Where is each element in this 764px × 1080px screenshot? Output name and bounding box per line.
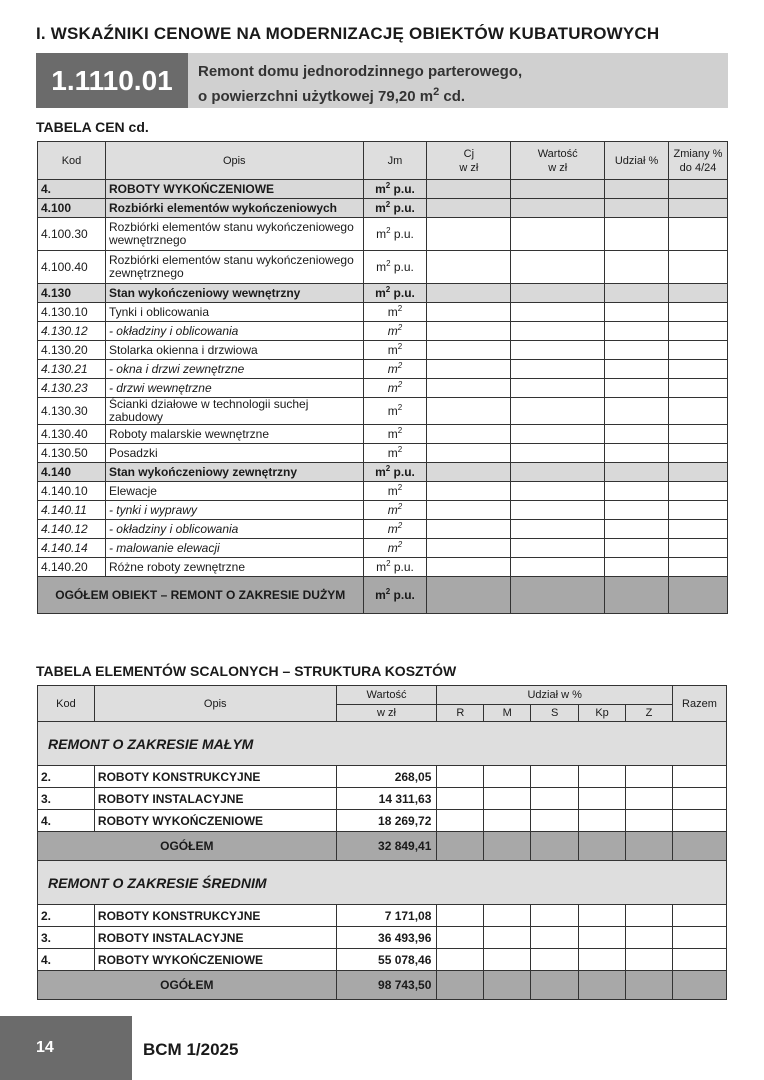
cell-empty bbox=[427, 341, 511, 360]
cell-opis: - okna i drzwi zewnętrzne bbox=[105, 360, 363, 379]
cell-jm: $m^2$ bbox=[363, 379, 427, 398]
table-row bbox=[38, 379, 728, 398]
cell-empty bbox=[511, 379, 605, 398]
cell-empty bbox=[437, 788, 484, 810]
cell-empty bbox=[427, 558, 511, 577]
cell-jm: $m^2$ bbox=[363, 425, 427, 444]
table-row bbox=[38, 501, 728, 520]
cell-empty bbox=[511, 284, 605, 303]
cell-opis: Stolarka okienna i drzwiowa bbox=[105, 341, 363, 360]
table-row bbox=[38, 398, 728, 425]
cell-empty bbox=[626, 788, 673, 810]
cell-empty bbox=[605, 577, 669, 614]
header-opis: Opis bbox=[105, 142, 363, 180]
cell-empty bbox=[427, 251, 511, 284]
table-row bbox=[38, 341, 728, 360]
cell-empty bbox=[669, 284, 728, 303]
cell-empty bbox=[579, 788, 626, 810]
cell-empty bbox=[626, 949, 673, 971]
group-total-row bbox=[38, 971, 727, 1000]
cell-kod: 4.130.50 bbox=[38, 444, 106, 463]
table-row bbox=[38, 444, 728, 463]
cell-jm: $m^2$ p.u. bbox=[363, 199, 427, 218]
cell-empty bbox=[605, 520, 669, 539]
cell-empty bbox=[672, 927, 726, 949]
cost-structure-table bbox=[37, 685, 727, 1000]
cell-empty bbox=[579, 971, 626, 1000]
cell-kod: 4. bbox=[38, 810, 95, 832]
cell-kod: 4.140 bbox=[38, 463, 106, 482]
cell-empty bbox=[605, 463, 669, 482]
cell-jm: $m^2$ bbox=[363, 482, 427, 501]
t2-header-udzial: Udział w % bbox=[437, 686, 673, 705]
cell-kod: 3. bbox=[38, 927, 95, 949]
cell-empty bbox=[579, 766, 626, 788]
cell-empty bbox=[605, 482, 669, 501]
cell-empty bbox=[531, 832, 579, 861]
cell-kod: 4.130.20 bbox=[38, 341, 106, 360]
table-row bbox=[38, 218, 728, 251]
cell-opis: Posadzki bbox=[105, 444, 363, 463]
cell-opis: ROBOTY WYKOŃCZENIOWE bbox=[105, 180, 363, 199]
cell-opis: ROBOTY KONSTRUKCYJNE bbox=[94, 766, 336, 788]
cell-jm: $m^2$ bbox=[363, 360, 427, 379]
table-row bbox=[38, 199, 728, 218]
cell-empty bbox=[672, 971, 726, 1000]
cell-opis: - okładziny i oblicowania bbox=[105, 520, 363, 539]
cell-opis: ROBOTY INSTALACYJNE bbox=[94, 927, 336, 949]
cell-jm: $m^2$ bbox=[363, 322, 427, 341]
group-total-label: OGÓŁEM bbox=[38, 971, 337, 1000]
t2-header-s: S bbox=[531, 705, 579, 722]
cell-opis: ROBOTY WYKOŃCZENIOWE bbox=[94, 949, 336, 971]
table-row bbox=[38, 927, 727, 949]
table-row bbox=[38, 520, 728, 539]
cell-empty bbox=[511, 520, 605, 539]
cell-empty bbox=[511, 180, 605, 199]
cell-empty bbox=[669, 303, 728, 322]
title-line-2: o powierzchni użytkowej 79,20 $m^2$ cd. bbox=[198, 86, 466, 105]
t2-header-wartosc-unit: w zł bbox=[336, 705, 437, 722]
cell-empty bbox=[669, 322, 728, 341]
cell-jm: $m^2$ p.u. bbox=[363, 180, 427, 199]
price-table-label: TABELA CEN cd. bbox=[36, 119, 149, 135]
cell-jm: $m^2$ p.u. bbox=[363, 251, 427, 284]
cell-empty bbox=[531, 766, 579, 788]
t2-header-opis: Opis bbox=[94, 686, 336, 722]
header-jm: Jm bbox=[363, 142, 427, 180]
cell-opis: - drzwi wewnętrzne bbox=[105, 379, 363, 398]
header-cj: Cj w zł bbox=[427, 142, 511, 180]
cell-empty bbox=[626, 905, 673, 927]
cell-empty bbox=[427, 322, 511, 341]
cell-empty bbox=[511, 303, 605, 322]
cell-kod: 4.130 bbox=[38, 284, 106, 303]
cell-opis: Ścianki działowe w technologii suchej zabudowy bbox=[105, 398, 363, 425]
cell-empty bbox=[669, 463, 728, 482]
cell-empty bbox=[427, 425, 511, 444]
cell-kod: 4.130.12 bbox=[38, 322, 106, 341]
cell-jm: $m^2$ bbox=[363, 444, 427, 463]
table-row bbox=[38, 251, 728, 284]
group-header bbox=[38, 861, 727, 905]
cell-empty bbox=[531, 788, 579, 810]
item-code: 1.1110.01 bbox=[36, 53, 188, 108]
t2-header-r: R bbox=[437, 705, 484, 722]
table-row bbox=[38, 360, 728, 379]
cell-empty bbox=[669, 425, 728, 444]
cell-opis: Różne roboty zewnętrzne bbox=[105, 558, 363, 577]
cell-wartosc: 18 269,72 bbox=[336, 810, 437, 832]
cell-opis: Roboty malarskie wewnętrzne bbox=[105, 425, 363, 444]
cell-empty bbox=[669, 341, 728, 360]
cell-empty bbox=[427, 284, 511, 303]
cell-empty bbox=[626, 766, 673, 788]
page-number: 14 bbox=[0, 1016, 132, 1080]
cell-empty bbox=[484, 949, 531, 971]
cell-jm: $m^2$ bbox=[363, 520, 427, 539]
cell-jm: $m^2$ p.u. bbox=[363, 284, 427, 303]
t2-header-kod: Kod bbox=[38, 686, 95, 722]
cell-kod: 4.130.10 bbox=[38, 303, 106, 322]
group-header bbox=[38, 722, 727, 766]
cell-opis: - malowanie elewacji bbox=[105, 539, 363, 558]
cell-empty bbox=[672, 766, 726, 788]
cell-empty bbox=[437, 927, 484, 949]
cell-empty bbox=[427, 577, 511, 614]
cell-empty bbox=[427, 303, 511, 322]
table-row bbox=[38, 322, 728, 341]
group-total-label: OGÓŁEM bbox=[38, 832, 337, 861]
cell-empty bbox=[605, 303, 669, 322]
cell-opis: ROBOTY WYKOŃCZENIOWE bbox=[94, 810, 336, 832]
cell-empty bbox=[427, 539, 511, 558]
cell-empty bbox=[427, 199, 511, 218]
cell-empty bbox=[511, 251, 605, 284]
t2-header-wartosc: Wartość bbox=[336, 686, 437, 705]
cell-empty bbox=[605, 180, 669, 199]
cell-empty bbox=[427, 463, 511, 482]
cell-empty bbox=[531, 927, 579, 949]
cell-empty bbox=[672, 788, 726, 810]
cell-empty bbox=[669, 482, 728, 501]
cell-empty bbox=[484, 905, 531, 927]
cell-kod: 4.130.30 bbox=[38, 398, 106, 425]
cell-empty bbox=[484, 788, 531, 810]
cell-empty bbox=[427, 360, 511, 379]
title-line-1: Remont domu jednorodzinnego parterowego, bbox=[198, 63, 523, 80]
header-kod: Kod bbox=[38, 142, 106, 180]
total-row bbox=[38, 577, 728, 614]
cell-empty bbox=[511, 463, 605, 482]
cell-kod: 4.130.40 bbox=[38, 425, 106, 444]
cell-jm: $m^2$ p.u. bbox=[363, 558, 427, 577]
cell-kod: 2. bbox=[38, 905, 95, 927]
table-row bbox=[38, 558, 728, 577]
cell-empty bbox=[427, 379, 511, 398]
cell-empty bbox=[484, 927, 531, 949]
cell-opis: Rozbiórki elementów stanu wykończeniowego zewnętrznego bbox=[105, 251, 363, 284]
cell-empty bbox=[605, 501, 669, 520]
cell-empty bbox=[511, 444, 605, 463]
cell-empty bbox=[672, 905, 726, 927]
cell-empty bbox=[511, 360, 605, 379]
cell-empty bbox=[427, 180, 511, 199]
cell-empty bbox=[437, 766, 484, 788]
cell-kod: 4.140.12 bbox=[38, 520, 106, 539]
cell-empty bbox=[626, 810, 673, 832]
cell-wartosc: 55 078,46 bbox=[336, 949, 437, 971]
cell-empty bbox=[605, 251, 669, 284]
cell-kod: 4.140.11 bbox=[38, 501, 106, 520]
cell-opis: Rozbiórki elementów wykończeniowych bbox=[105, 199, 363, 218]
cell-empty bbox=[605, 558, 669, 577]
cell-empty bbox=[437, 905, 484, 927]
cell-empty bbox=[511, 558, 605, 577]
cell-empty bbox=[669, 379, 728, 398]
cell-empty bbox=[531, 810, 579, 832]
cell-empty bbox=[427, 218, 511, 251]
cell-empty bbox=[511, 539, 605, 558]
cell-jm: $m^2$ bbox=[363, 539, 427, 558]
cell-kod: 4.140.14 bbox=[38, 539, 106, 558]
table-row bbox=[38, 810, 727, 832]
cell-empty bbox=[427, 501, 511, 520]
cell-empty bbox=[605, 379, 669, 398]
cell-empty bbox=[511, 425, 605, 444]
t2-header-razem: Razem bbox=[672, 686, 726, 722]
cell-kod: 4.130.23 bbox=[38, 379, 106, 398]
cell-empty bbox=[579, 832, 626, 861]
cell-empty bbox=[579, 927, 626, 949]
cell-empty bbox=[427, 482, 511, 501]
cell-kod: 4.100 bbox=[38, 199, 106, 218]
cell-opis: Elewacje bbox=[105, 482, 363, 501]
cell-empty bbox=[605, 341, 669, 360]
cell-empty bbox=[531, 949, 579, 971]
cell-empty bbox=[511, 501, 605, 520]
table-row bbox=[38, 425, 728, 444]
cell-empty bbox=[669, 520, 728, 539]
cell-empty bbox=[484, 810, 531, 832]
cell-jm: $m^2$ bbox=[363, 303, 427, 322]
total-jm: $m^2$ p.u. bbox=[363, 577, 427, 614]
total-label: OGÓŁEM OBIEKT – REMONT O ZAKRESIE DUŻYM bbox=[38, 577, 364, 614]
cell-empty bbox=[605, 539, 669, 558]
header-udzial: Udział % bbox=[605, 142, 669, 180]
t2-header-m: M bbox=[484, 705, 531, 722]
cell-empty bbox=[672, 810, 726, 832]
cell-empty bbox=[605, 284, 669, 303]
cell-empty bbox=[669, 218, 728, 251]
table-row bbox=[38, 949, 727, 971]
cell-wartosc: 268,05 bbox=[336, 766, 437, 788]
cell-kod: 4.100.40 bbox=[38, 251, 106, 284]
cell-kod: 2. bbox=[38, 766, 95, 788]
cell-empty bbox=[605, 444, 669, 463]
t2-header-kp: Kp bbox=[579, 705, 626, 722]
cell-empty bbox=[605, 218, 669, 251]
table-row bbox=[38, 766, 727, 788]
cell-empty bbox=[579, 810, 626, 832]
cell-empty bbox=[427, 398, 511, 425]
cell-empty bbox=[437, 832, 484, 861]
cell-empty bbox=[511, 218, 605, 251]
cell-empty bbox=[427, 444, 511, 463]
cell-kod: 4. bbox=[38, 949, 95, 971]
table-row bbox=[38, 482, 728, 501]
cell-kod: 4.100.30 bbox=[38, 218, 106, 251]
t2-header-z: Z bbox=[626, 705, 673, 722]
cell-opis: - okładziny i oblicowania bbox=[105, 322, 363, 341]
cell-empty bbox=[484, 766, 531, 788]
cell-opis: Rozbiórki elementów stanu wykończeniowego wewnętrznego bbox=[105, 218, 363, 251]
cell-empty bbox=[669, 199, 728, 218]
cell-empty bbox=[579, 905, 626, 927]
table-row bbox=[38, 905, 727, 927]
table-row bbox=[38, 180, 728, 199]
cell-empty bbox=[511, 577, 605, 614]
cell-empty bbox=[672, 832, 726, 861]
cell-kod: 4.130.21 bbox=[38, 360, 106, 379]
cell-empty bbox=[531, 971, 579, 1000]
cell-empty bbox=[437, 971, 484, 1000]
cell-jm: $m^2$ bbox=[363, 341, 427, 360]
cell-kod: 4. bbox=[38, 180, 106, 199]
section-heading: I. WSKAŹNIKI CENOWE NA MODERNIZACJĘ OBIEKTÓW KUBATUROWYCH bbox=[36, 24, 660, 43]
cell-empty bbox=[605, 322, 669, 341]
cell-empty bbox=[531, 905, 579, 927]
publication-name: BCM 1/2025 bbox=[143, 1040, 239, 1059]
cell-empty bbox=[437, 810, 484, 832]
cell-wartosc: 7 171,08 bbox=[336, 905, 437, 927]
header-zmiany: Zmiany % do 4/24 bbox=[669, 142, 728, 180]
cell-empty bbox=[605, 360, 669, 379]
group-title: REMONT O ZAKRESIE ŚREDNIM bbox=[38, 861, 727, 905]
cell-opis: Tynki i oblicowania bbox=[105, 303, 363, 322]
cell-jm: $m^2$ p.u. bbox=[363, 463, 427, 482]
cell-empty bbox=[437, 949, 484, 971]
cell-empty bbox=[669, 360, 728, 379]
group-total-row bbox=[38, 832, 727, 861]
group-total-value: 32 849,41 bbox=[336, 832, 437, 861]
cell-opis: - tynki i wyprawy bbox=[105, 501, 363, 520]
cell-empty bbox=[669, 501, 728, 520]
cell-empty bbox=[579, 949, 626, 971]
cell-empty bbox=[669, 539, 728, 558]
cell-empty bbox=[511, 341, 605, 360]
cell-empty bbox=[669, 558, 728, 577]
cell-wartosc: 36 493,96 bbox=[336, 927, 437, 949]
price-table bbox=[37, 141, 728, 614]
cell-empty bbox=[626, 971, 673, 1000]
cell-empty bbox=[669, 577, 728, 614]
cell-empty bbox=[626, 927, 673, 949]
table-row bbox=[38, 788, 727, 810]
cell-opis: ROBOTY KONSTRUKCYJNE bbox=[94, 905, 336, 927]
cell-opis: Stan wykończeniowy wewnętrzny bbox=[105, 284, 363, 303]
cell-kod: 3. bbox=[38, 788, 95, 810]
cell-empty bbox=[672, 949, 726, 971]
table-row bbox=[38, 303, 728, 322]
cell-jm: $m^2$ p.u. bbox=[363, 218, 427, 251]
cell-empty bbox=[484, 971, 531, 1000]
cell-opis: ROBOTY INSTALACYJNE bbox=[94, 788, 336, 810]
cell-wartosc: 14 311,63 bbox=[336, 788, 437, 810]
cell-empty bbox=[511, 199, 605, 218]
cell-empty bbox=[626, 832, 673, 861]
cell-kod: 4.140.20 bbox=[38, 558, 106, 577]
cell-jm: $m^2$ bbox=[363, 398, 427, 425]
group-total-value: 98 743,50 bbox=[336, 971, 437, 1000]
cell-empty bbox=[511, 482, 605, 501]
item-title bbox=[188, 53, 728, 108]
cell-empty bbox=[669, 398, 728, 425]
cell-empty bbox=[605, 398, 669, 425]
cost-structure-label: TABELA ELEMENTÓW SCALONYCH – STRUKTURA KOSZTÓW bbox=[36, 663, 457, 679]
cell-empty bbox=[669, 251, 728, 284]
cell-empty bbox=[669, 180, 728, 199]
cell-empty bbox=[605, 425, 669, 444]
cell-opis: Stan wykończeniowy zewnętrzny bbox=[105, 463, 363, 482]
table-row bbox=[38, 463, 728, 482]
cell-empty bbox=[511, 322, 605, 341]
cell-empty bbox=[427, 520, 511, 539]
group-title: REMONT O ZAKRESIE MAŁYM bbox=[38, 722, 727, 766]
table-row bbox=[38, 284, 728, 303]
cell-empty bbox=[669, 444, 728, 463]
cell-kod: 4.140.10 bbox=[38, 482, 106, 501]
header-wartosc: Wartość w zł bbox=[511, 142, 605, 180]
cell-empty bbox=[484, 832, 531, 861]
cell-empty bbox=[511, 398, 605, 425]
cell-jm: $m^2$ bbox=[363, 501, 427, 520]
table-row bbox=[38, 539, 728, 558]
cell-empty bbox=[605, 199, 669, 218]
